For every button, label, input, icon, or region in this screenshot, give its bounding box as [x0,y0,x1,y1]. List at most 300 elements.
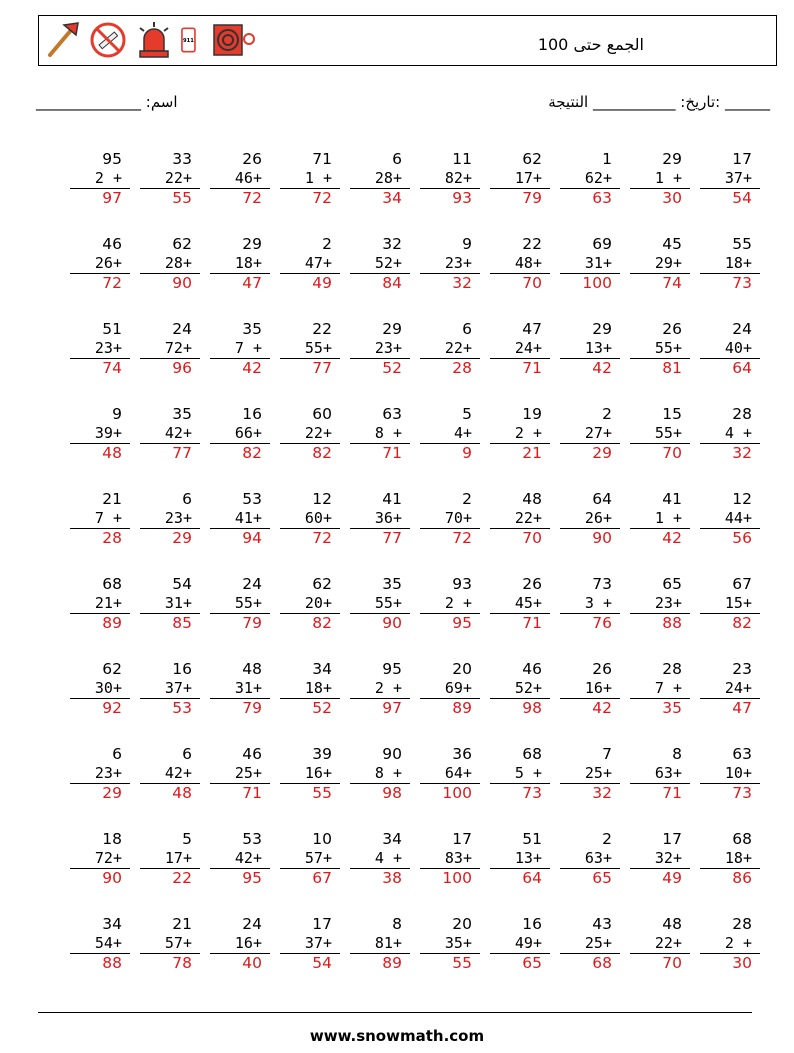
bottom-addend: +17 [164,849,192,867]
bottom-addend: +23 [444,254,472,272]
bottom-addend: +55 [654,424,682,442]
addition-problem [200,830,270,915]
sum-answer: 86 [700,868,760,888]
top-addend: 16 [522,915,542,933]
sum-answer: 68 [560,953,620,973]
addition-problem [620,745,690,830]
bottom-addend: +35 [444,934,472,952]
no-smoking-icon [88,19,128,61]
problem-row [60,575,760,660]
sum-answer: 34 [350,188,410,208]
top-addend: 34 [312,660,332,678]
addition-problem [480,235,550,320]
bottom-addend: +62 [584,169,612,187]
sum-answer: 88 [630,613,690,633]
top-addend: 10 [312,830,332,848]
top-addend: 33 [172,150,192,168]
icon-strip [42,19,256,61]
addition-problem [620,830,690,915]
addition-problem [550,660,620,745]
addition-problem [340,745,410,830]
sum-answer: 92 [70,698,130,718]
bottom-addend: +23 [374,339,402,357]
bottom-addend: + 2 [724,934,752,952]
bottom-addend: + 2 [444,594,472,612]
addition-problem [270,575,340,660]
addition-problem [60,575,130,660]
top-addend: 43 [592,915,612,933]
sum-answer: 53 [140,698,200,718]
sum-answer: 70 [490,528,550,548]
phone-911-icon [180,19,206,61]
bottom-addend: + 1 [654,509,682,527]
top-addend: 24 [732,320,752,338]
top-addend: 5 [182,830,192,848]
addition-problem [130,575,200,660]
sum-answer: 72 [280,528,340,548]
top-addend: 6 [462,320,472,338]
problem-row [60,490,760,575]
sum-answer: 72 [210,188,270,208]
top-addend: 95 [102,150,122,168]
addition-problem [130,745,200,830]
top-addend: 60 [312,405,332,423]
sum-answer: 95 [210,868,270,888]
addition-problem [130,490,200,575]
top-addend: 68 [732,830,752,848]
top-addend: 2 [602,830,612,848]
addition-problem [410,745,480,830]
addition-problem [410,660,480,745]
sum-answer: 78 [140,953,200,973]
top-addend: 93 [452,575,472,593]
top-addend: 20 [452,660,472,678]
top-addend: 1 [602,150,612,168]
top-addend: 24 [242,575,262,593]
bottom-addend: +23 [94,764,122,782]
sum-answer: 71 [490,358,550,378]
sum-answer: 55 [280,783,340,803]
top-addend: 29 [662,150,682,168]
sum-answer: 95 [420,613,480,633]
sum-answer: 82 [700,613,760,633]
addition-problem [340,235,410,320]
bottom-addend: +13 [514,849,542,867]
bottom-addend: +22 [654,934,682,952]
bottom-addend: +52 [514,679,542,697]
footer-site: www.snowmath.com [309,1027,485,1045]
bottom-addend: +48 [514,254,542,272]
bottom-addend: +23 [164,509,192,527]
addition-problem [690,660,760,745]
addition-problem [690,915,760,1000]
sum-answer: 88 [70,953,130,973]
bottom-addend: +22 [304,424,332,442]
bottom-addend: + 2 [94,169,122,187]
top-addend: 23 [732,660,752,678]
top-addend: 68 [102,575,122,593]
bottom-addend: +10 [724,764,752,782]
problem-row [60,235,760,320]
addition-problem [690,150,760,235]
addition-problem [480,745,550,830]
addition-problem [480,320,550,405]
sum-answer: 65 [560,868,620,888]
addition-problem [550,320,620,405]
addition-problem [200,150,270,235]
sum-answer: 89 [70,613,130,633]
addition-problem [200,575,270,660]
problem-row [60,745,760,830]
sum-answer: 77 [280,358,340,378]
addition-problem [340,150,410,235]
sum-answer: 38 [350,868,410,888]
sum-answer: 28 [70,528,130,548]
bottom-addend: +26 [584,509,612,527]
sum-answer: 42 [560,358,620,378]
sum-answer: 42 [630,528,690,548]
bottom-addend: +57 [164,934,192,952]
top-addend: 47 [522,320,542,338]
problem-row [60,150,760,235]
bottom-addend: + 8 [374,764,402,782]
top-addend: 51 [102,320,122,338]
addition-problem [340,320,410,405]
sum-answer: 97 [70,188,130,208]
addition-problem [550,235,620,320]
bottom-addend: +16 [234,934,262,952]
sum-answer: 90 [70,868,130,888]
bottom-addend: +37 [304,934,332,952]
top-addend: 73 [592,575,612,593]
addition-problem [60,405,130,490]
addition-problem [200,745,270,830]
bottom-addend: +25 [234,764,262,782]
sum-answer: 65 [490,953,550,973]
top-addend: 29 [242,235,262,253]
top-addend: 46 [242,745,262,763]
sum-answer: 73 [490,783,550,803]
bottom-addend: +72 [94,849,122,867]
addition-problem [60,235,130,320]
sum-answer: 32 [700,443,760,463]
worksheet-title: الجمع حتى 100 [537,35,644,54]
top-addend: 48 [522,490,542,508]
sum-answer: 100 [420,783,480,803]
addition-problem [620,490,690,575]
sum-answer: 42 [560,698,620,718]
addition-problem [410,150,480,235]
top-addend: 6 [112,745,122,763]
addition-problem [200,235,270,320]
bottom-addend: +32 [654,849,682,867]
sum-answer: 90 [560,528,620,548]
addition-problem [410,235,480,320]
top-addend: 32 [382,235,402,253]
sum-answer: 89 [350,953,410,973]
addition-problem [340,660,410,745]
addition-problem [270,490,340,575]
bottom-addend: +28 [374,169,402,187]
bottom-addend: + 2 [514,424,542,442]
addition-problem [270,150,340,235]
bottom-addend: + 2 [374,679,402,697]
problem-row [60,405,760,490]
top-addend: 64 [592,490,612,508]
addition-problem [550,405,620,490]
bottom-addend: +18 [724,254,752,272]
sum-answer: 55 [420,953,480,973]
top-addend: 54 [172,575,192,593]
top-addend: 95 [382,660,402,678]
bottom-addend: +24 [724,679,752,697]
sum-answer: 82 [280,443,340,463]
top-addend: 55 [732,235,752,253]
addition-problem [690,830,760,915]
top-addend: 62 [522,150,542,168]
sum-answer: 93 [420,188,480,208]
alarm-siren-icon [134,19,174,61]
bottom-addend: +20 [304,594,332,612]
sum-answer: 48 [70,443,130,463]
top-addend: 6 [182,745,192,763]
sum-answer: 70 [630,953,690,973]
fire-axe-icon [42,19,82,61]
addition-problem [480,830,550,915]
top-addend: 12 [732,490,752,508]
top-addend: 46 [102,235,122,253]
sum-answer: 85 [140,613,200,633]
sum-answer: 29 [560,443,620,463]
top-addend: 6 [182,490,192,508]
top-addend: 26 [662,320,682,338]
bottom-addend: + 5 [514,764,542,782]
bottom-addend: +42 [164,424,192,442]
top-addend: 41 [382,490,402,508]
top-addend: 39 [312,745,332,763]
addition-problem [620,320,690,405]
addition-problem [620,915,690,1000]
bottom-addend: +23 [654,594,682,612]
addition-problem [270,745,340,830]
bottom-addend: +40 [724,339,752,357]
top-addend: 28 [662,660,682,678]
top-addend: 22 [522,235,542,253]
bottom-addend: +31 [234,679,262,697]
bottom-addend: +22 [514,509,542,527]
top-addend: 15 [662,405,682,423]
sum-answer: 29 [70,783,130,803]
top-addend: 7 [602,745,612,763]
top-addend: 41 [662,490,682,508]
bottom-addend: +72 [164,339,192,357]
sum-answer: 100 [420,868,480,888]
addition-problem [130,405,200,490]
sum-answer: 100 [560,273,620,293]
bottom-addend: + 4 [374,849,402,867]
sum-answer: 63 [560,188,620,208]
addition-problem [410,405,480,490]
name-line: اسم: ______________ [36,93,178,111]
bottom-addend: +16 [584,679,612,697]
top-addend: 90 [382,745,402,763]
sum-answer: 82 [280,613,340,633]
sum-answer: 67 [280,868,340,888]
top-addend: 28 [732,915,752,933]
sum-answer: 96 [140,358,200,378]
sum-answer: 28 [420,358,480,378]
addition-problem [270,660,340,745]
sum-answer: 79 [210,613,270,633]
addition-problem [480,660,550,745]
addition-problem [60,830,130,915]
addition-problem [200,405,270,490]
bottom-addend: +57 [304,849,332,867]
sum-answer: 77 [140,443,200,463]
bottom-addend: +25 [584,764,612,782]
addition-problem [200,320,270,405]
bottom-addend: +63 [584,849,612,867]
bottom-addend: + 4 [724,424,752,442]
bottom-addend: +22 [444,339,472,357]
sum-answer: 90 [350,613,410,633]
addition-problem [270,915,340,1000]
bottom-addend: +18 [724,849,752,867]
top-addend: 69 [592,235,612,253]
sum-answer: 89 [420,698,480,718]
top-addend: 48 [242,660,262,678]
sum-answer: 52 [350,358,410,378]
sum-answer: 81 [630,358,690,378]
top-addend: 35 [382,575,402,593]
addition-problem [690,745,760,830]
bottom-addend: + 1 [654,169,682,187]
bottom-addend: +16 [304,764,332,782]
sum-answer: 70 [490,273,550,293]
problem-row [60,830,760,915]
top-addend: 16 [172,660,192,678]
sum-answer: 64 [490,868,550,888]
top-addend: 5 [462,405,472,423]
top-addend: 71 [312,150,332,168]
top-addend: 48 [662,915,682,933]
top-addend: 46 [522,660,542,678]
addition-problem [200,660,270,745]
bottom-addend: +13 [584,339,612,357]
addition-problem [340,405,410,490]
bottom-addend: +15 [724,594,752,612]
top-addend: 28 [732,405,752,423]
addition-problem [620,575,690,660]
addition-problem [480,915,550,1000]
bottom-addend: +17 [514,169,542,187]
sum-answer: 35 [630,698,690,718]
top-addend: 63 [382,405,402,423]
bottom-addend: +26 [94,254,122,272]
bottom-addend: +42 [164,764,192,782]
sum-answer: 47 [700,698,760,718]
bottom-addend: +31 [164,594,192,612]
sum-answer: 98 [490,698,550,718]
sum-answer: 49 [630,868,690,888]
bottom-addend: +44 [724,509,752,527]
sum-answer: 49 [280,273,340,293]
addition-problem [620,405,690,490]
addition-problem [550,150,620,235]
top-addend: 24 [242,915,262,933]
addition-problem [340,915,410,1000]
bottom-addend: +27 [584,424,612,442]
bottom-addend: +55 [304,339,332,357]
worksheet-header [38,15,777,66]
bottom-addend: +55 [234,594,262,612]
sum-answer: 84 [350,273,410,293]
bottom-addend: +52 [374,254,402,272]
bottom-addend: +60 [304,509,332,527]
bottom-addend: +22 [164,169,192,187]
sum-answer: 79 [490,188,550,208]
top-addend: 21 [102,490,122,508]
bottom-addend: +24 [514,339,542,357]
addition-problem [480,575,550,660]
top-addend: 17 [312,915,332,933]
bottom-addend: + 7 [654,679,682,697]
bottom-addend: +30 [94,679,122,697]
sum-answer: 77 [350,528,410,548]
sum-answer: 32 [560,783,620,803]
top-addend: 26 [522,575,542,593]
addition-problem [410,915,480,1000]
top-addend: 8 [672,745,682,763]
top-addend: 35 [242,320,262,338]
sum-answer: 22 [140,868,200,888]
sum-answer: 94 [210,528,270,548]
bottom-addend: + 1 [304,169,332,187]
date-score-line: ______ :تاريخ: ___________ النتيجة [548,93,770,111]
bottom-addend: +66 [234,424,262,442]
bottom-addend: +28 [164,254,192,272]
addition-problem [550,915,620,1000]
addition-problem [690,575,760,660]
addition-problem [200,915,270,1000]
top-addend: 45 [662,235,682,253]
addition-problem [270,320,340,405]
addition-problem [200,490,270,575]
addition-problem [690,235,760,320]
top-addend: 51 [522,830,542,848]
footer-divider [38,1012,752,1013]
addition-problem [130,660,200,745]
addition-problem [550,575,620,660]
sum-answer: 42 [210,358,270,378]
sum-answer: 56 [700,528,760,548]
sum-answer: 21 [490,443,550,463]
addition-problem [340,830,410,915]
top-addend: 62 [312,575,332,593]
sum-answer: 29 [140,528,200,548]
sum-answer: 73 [700,783,760,803]
top-addend: 12 [312,490,332,508]
top-addend: 17 [662,830,682,848]
bottom-addend: +25 [584,934,612,952]
top-addend: 53 [242,490,262,508]
bottom-addend: + 3 [584,594,612,612]
bottom-addend: +55 [374,594,402,612]
addition-problem [620,150,690,235]
bottom-addend: +63 [654,764,682,782]
addition-problem [130,150,200,235]
top-addend: 36 [452,745,472,763]
